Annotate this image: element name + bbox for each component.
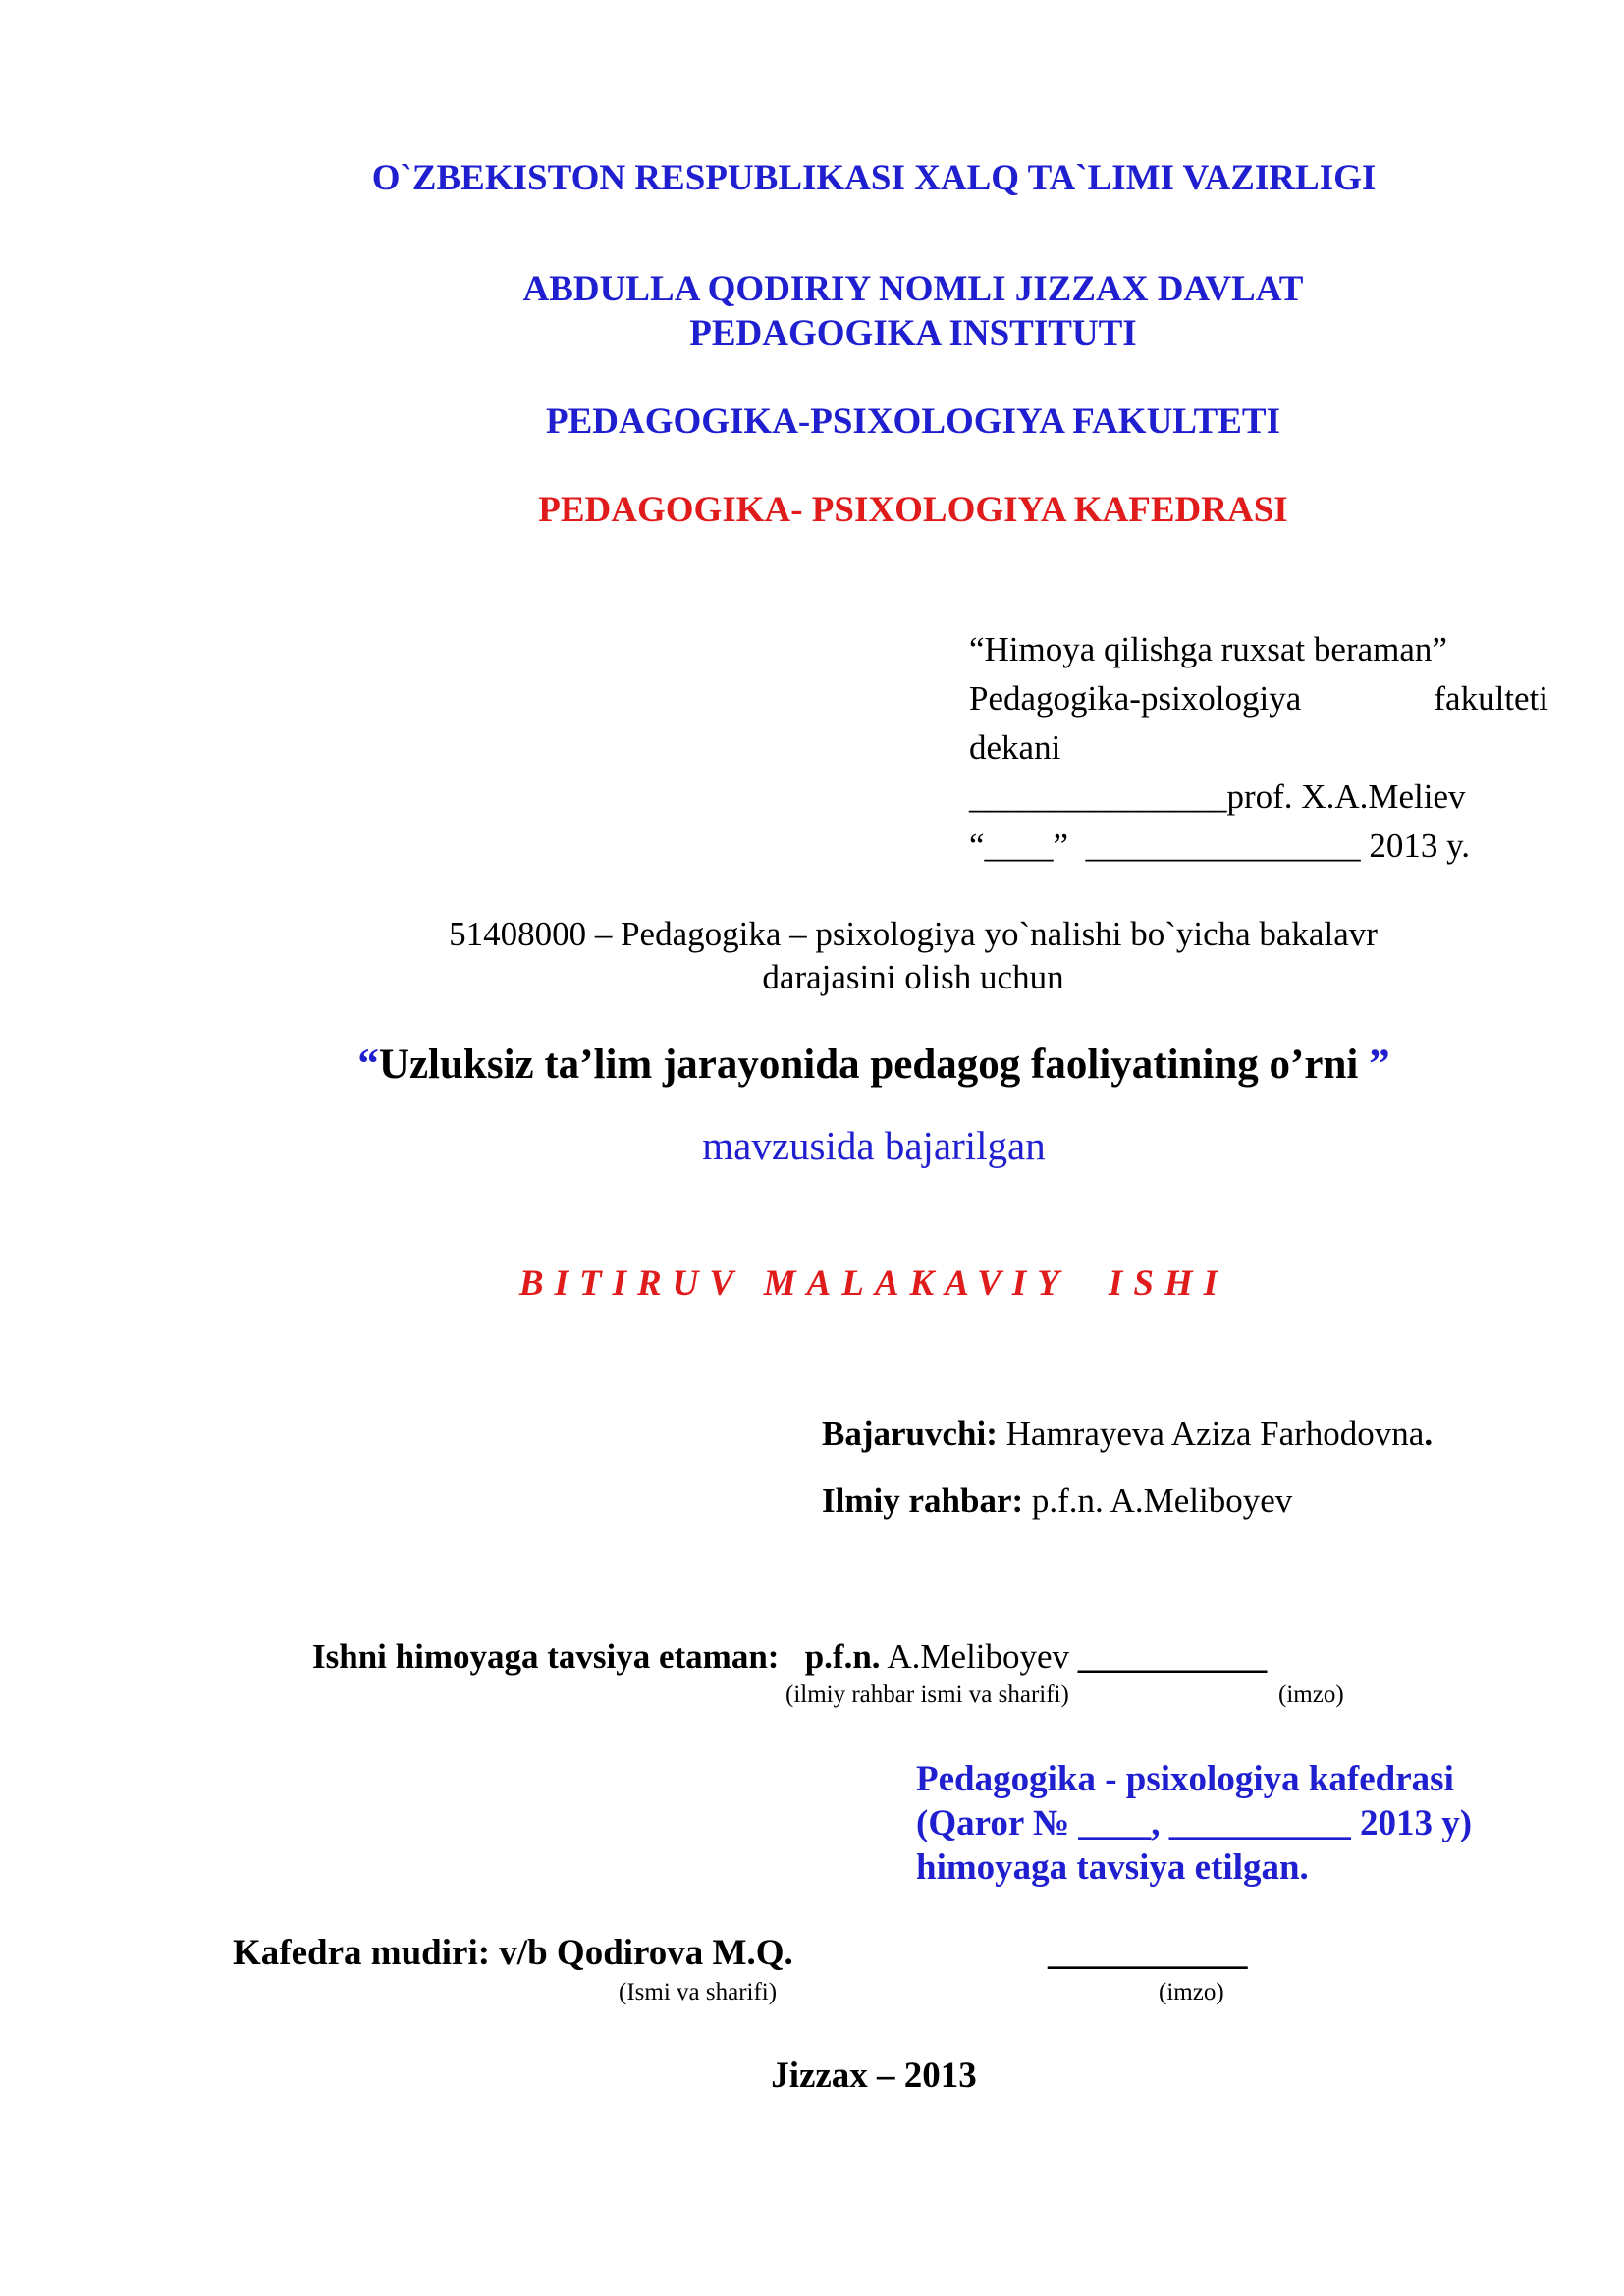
department-decision <box>916 1757 1472 1890</box>
executor-name: Hamrayeva Aziza Farhodovna <box>997 1415 1425 1453</box>
supervisor-label: Ilmiy rahbar: <box>822 1481 1024 1520</box>
department-name: PEDAGOGIKA- PSIXOLOGIYA KAFEDRASI <box>538 490 1288 530</box>
executor-label: Bajaruvchi: <box>822 1415 998 1453</box>
approval-block <box>969 625 1548 871</box>
approval-line-4: _______________prof. X.A.Meliev <box>969 777 1466 816</box>
decision-line-3: himoyaga tavsiya etilgan. <box>916 1847 1309 1888</box>
recommend-name: A.Meliboyev <box>880 1637 1078 1676</box>
institute-line-2: PEDAGOGIKA INSTITUTI <box>689 313 1137 353</box>
head-name-caption: (Ismi va sharifi) <box>619 1979 778 2005</box>
recommend-sign-line: ___________ <box>1077 1637 1268 1676</box>
recommend-name-caption: (ilmiy rahbar ismi va sharifi) <box>785 1682 1069 1708</box>
executor <box>822 1415 1433 1454</box>
city-year: Jizzax – 2013 <box>771 2056 977 2096</box>
decision-line-2: (Qaror № ____, __________ 2013 y) <box>916 1803 1473 1843</box>
approval-line-2 <box>969 674 1548 723</box>
recommend-sign-caption: (imzo) <box>1278 1682 1344 1708</box>
approval-line-1: “Himoya qilishga ruxsat beraman” <box>969 630 1447 668</box>
approval-line-2-right: fakulteti <box>1434 679 1548 718</box>
specialty-text <box>324 913 1502 999</box>
approval-line-3: dekani <box>969 728 1061 767</box>
faculty-name: PEDAGOGIKA-PSIXOLOGIYA FAKULTETI <box>545 401 1281 442</box>
recommend-degree: p.f.n. <box>804 1637 881 1676</box>
topic-title: Uzluksiz ta’lim jarayonida pedagog faoliyatining o’rni <box>378 1041 1370 1088</box>
topic-subtitle: mavzusida bajarilgan <box>702 1123 1046 1168</box>
decision-line-1: Pedagogika - psixologiya kafedrasi <box>916 1759 1454 1799</box>
institute-name <box>442 267 1384 355</box>
approval-date-line: ________________ 2013 y. <box>1085 827 1471 865</box>
approval-date-quote: “____” <box>969 827 1069 865</box>
head-sign-line: ___________ <box>1048 1933 1248 1973</box>
recommend-label: Ishni himoyaga tavsiya etaman: <box>312 1637 780 1676</box>
approval-line-2-left: Pedagogika-psixologiya <box>969 679 1302 718</box>
specialty-line-1: 51408000 – Pedagogika – psixologiya yo`nalishi bo`yicha bakalavr <box>449 915 1378 953</box>
ministry-title: O`ZBEKISTON RESPUBLIKASI XALQ TA`LIMI VAZIRLIGI <box>371 158 1377 198</box>
thesis-topic <box>0 1041 1624 1089</box>
institute-line-1: ABDULLA QODIRIY NOMLI JIZZAX DAVLAT <box>522 269 1304 309</box>
specialty-line-2: darajasini olish uchun <box>762 958 1064 996</box>
department-head: Kafedra mudiri: v/b Qodirova M.Q. <box>233 1933 793 1973</box>
executor-dot: . <box>1424 1415 1434 1453</box>
supervisor <box>822 1481 1292 1521</box>
head-sign-caption: (imzo) <box>1159 1979 1224 2005</box>
approval-line-5 <box>969 822 1548 871</box>
work-type: BITIRUV MALAKAVIY ISHI <box>518 1263 1229 1304</box>
topic-open-quote: “ <box>357 1041 379 1088</box>
recommendation <box>312 1637 1267 1677</box>
topic-close-quote: ” <box>1369 1041 1390 1088</box>
supervisor-name: p.f.n. A.Meliboyev <box>1023 1481 1293 1520</box>
